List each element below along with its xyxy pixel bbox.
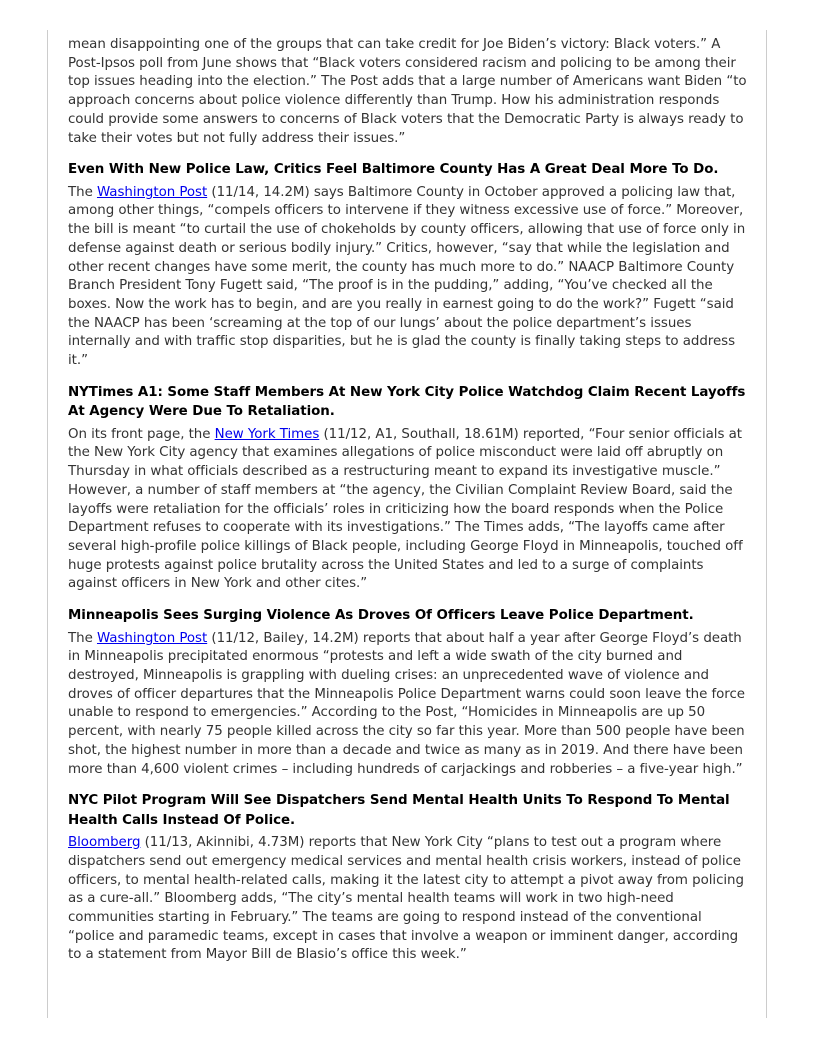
- article-headline: Minneapolis Sees Surging Violence As Droves Of Officers Leave Police Department.: [68, 608, 694, 624]
- article-headline: NYTimes A1: Some Staff Members At New York City Police Watchdog Claim Recent Layoffs At Agency Were Due To Retaliation.: [68, 384, 746, 420]
- article-text: (11/13, Akinnibi, 4.73M) reports that New York City “plans to test out a program where dispatchers send out emergency medical services and mental health crisis workers, instead of police officers, to mental health-related calls, making it the latest city to attempt a pivot away from policing as a cure-all.” Bloomberg adds, “The city’s mental health teams will work in two high-need communities starting in February.” The teams are going to respond instead of the conventional “police and paramedic teams, except in cases that involve a weapon or imminent danger, according to a statement from Mayor Bill de Blasio’s office this week.”: [68, 835, 744, 963]
- article-prefix: On its front page, the: [68, 426, 215, 442]
- article-prefix: The: [68, 630, 97, 646]
- lead-continuation-paragraph: mean disappointing one of the groups that can take credit for Joe Biden’s victory: Black voters.” A Post-Ipsos poll from June shows that “Black voters considered racism and policing to be among their top issues heading into the election.” The Post adds that a large number of Americans want Biden “to approach concerns about police violence differently than Trump. How his administration responds could provide some answers to concerns of Black voters that the Democratic Party is always ready to take their votes but not fully address their issues.”: [68, 37, 747, 146]
- article-headline: Even With New Police Law, Critics Feel Baltimore County Has A Great Deal More To Do.: [68, 162, 719, 178]
- article-body: [68, 834, 752, 965]
- source-link-washington-post[interactable]: Washington Post: [96, 630, 208, 646]
- article-text: (11/12, Bailey, 14.2M) reports that about half a year after George Floyd’s death in Minneapolis precipitated enormous “protests and left a wide swath of the city burned and destroyed, Minneapolis is grappling with dueling crises: an unprecedented wave of violence and droves of officer departures that the Minneapolis Police Department warns could soon leave the force unable to respond to emergencies.” According to the Post, “Homicides in Minneapolis are up 50 percent, with nearly 75 people killed across the city so far this year. More than 500 people have been shot, the highest number in more than a decade and twice as many as in 2019. And there have been more than 4,600 violent crimes – including hundreds of carjackings and robberies – a five-year high.”: [68, 630, 745, 777]
- source-link-new-york-times[interactable]: New York Times: [214, 426, 320, 442]
- article-headline: NYC Pilot Program Will See Dispatchers Send Mental Health Units To Respond To Mental Health Calls Instead Of Police.: [68, 793, 730, 828]
- article-nyc-mental-health-pilot: [68, 791, 752, 965]
- article-body: [68, 184, 752, 371]
- newsletter-content: [68, 36, 752, 965]
- article-text: (11/14, 14.2M) says Baltimore County in October approved a policing law that, among other things, “compels officers to intervene if they witness excessive use of force.” Moreover, the bill is meant “to curtail the use of chokeholds by county officers, allowing that use of force only in defense against death or serious bodily injury.” Critics, however, “say that while the legislation and other recent changes have some merit, the county has much more to do.” NAACP Baltimore County Branch President Tony Fugett said, “The proof is in the pudding,” adding, “You’ve checked all the boxes. Now the work has to begin, and are you really in earnest going to do the work?” Fugett “said the NAACP has been ‘screaming at the top of our lungs’ about the police department’s issues internally and with traffic stop disparities, but he is glad the county is finally taking steps to address it.”: [68, 184, 746, 369]
- article-nyc-watchdog: [68, 383, 752, 594]
- source-link-washington-post[interactable]: Washington Post: [96, 184, 208, 200]
- article-body: [68, 426, 752, 594]
- article-text: (11/12, A1, Southall, 18.61M) reported, “Four senior officials at the New York City agency that examines allegations of police misconduct were laid off abruptly on Thursday in what officials described as a restructuring meant to expand its investigative muscle.” However, a number of staff members at “the agency, the Civilian Complaint Review Board, said the layoffs were retaliation for the officials’ roles in criticizing how the board responds when the Police Department refuses to cooperate with its investigations.” The Times adds, “The layoffs came after several high-profile police killings of Black people, including George Floyd in Minneapolis, touched off huge protests against police brutality across the United States and led to a surge of complaints against officers in New York and other cites.”: [68, 426, 743, 592]
- source-link-bloomberg[interactable]: Bloomberg: [68, 835, 141, 851]
- article-prefix: The: [68, 184, 97, 200]
- article-baltimore-county: [68, 160, 752, 371]
- article-body: [68, 630, 752, 780]
- article-minneapolis-violence: [68, 606, 752, 779]
